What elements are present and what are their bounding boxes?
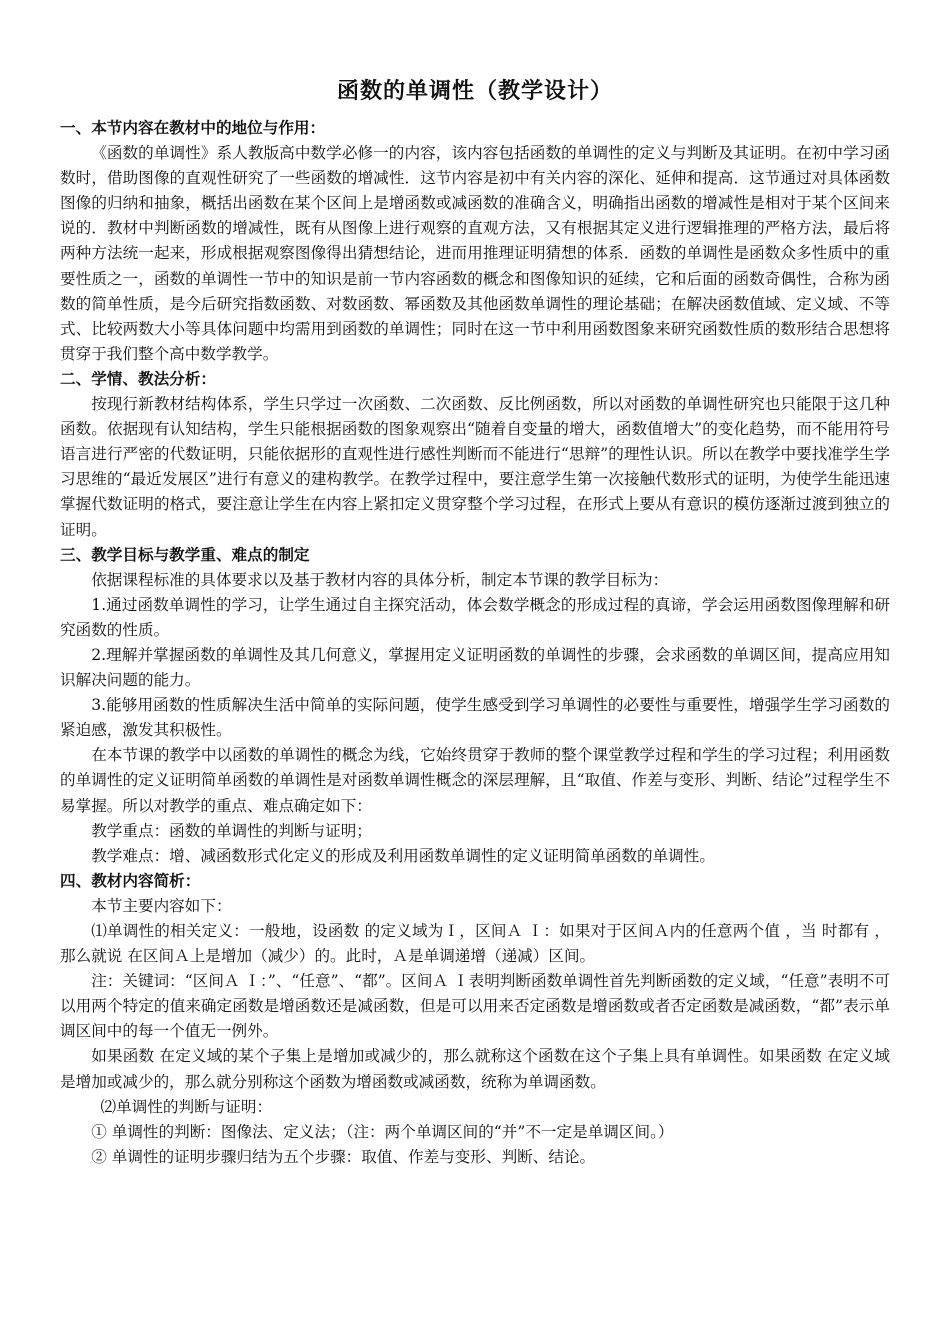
section-1-heading: 一、本节内容在教材中的地位与作用：	[60, 119, 326, 137]
monotonicity-definition: ⑴单调性的相关定义：一般地，设函数 的定义域为Ｉ，区间Ａ Ｉ：如果对于区间Ａ内的任意两个值 ，当 时都有 ，那么就说 在区间Ａ上是增加（减少）的。此时，Ａ是单调递增（递减）区间。	[60, 922, 890, 966]
judgment-proof-heading: ⑵单调性的判断与证明：	[100, 1097, 273, 1116]
monotonic-function-paragraph: 如果函数 在定义域的某个子集上是增加或减少的，那么就称这个函数在这个子集上具有单调性。如果函数 在定义域是增加或减少的，那么就分别称这个函数为增函数或减函数，统称为单调函数。	[60, 1047, 890, 1091]
section-3-intro: 依据课程标准的具体要求以及基于教材内容的具体分析，制定本节课的教学目标为：	[91, 570, 669, 589]
document-title: 函数的单调性（教学设计）	[336, 79, 613, 104]
section-2-heading: 二、学情、教法分析：	[60, 369, 216, 388]
document-body	[60, 116, 890, 1170]
section-4-heading: 四、教材内容简析：	[60, 871, 201, 890]
judgment-methods: ① 单调性的判断：图像法、定义法；（注：两个单调区间的“并”不一定是单调区间。）	[91, 1122, 674, 1141]
section-1-paragraph: 《函数的单调性》系人教版高中数学必修一的内容，该内容包括函数的单调性的定义与判断及其证明。在初中学习函数时，借助图像的直观性研究了一些函数的增减性．这节内容是初中有关内容的深化、延伸和提高．这节通过对具体函数图像的归纳和抽象，概括出函数在某个区间上是增函数或减函数的准确含义，明确指出函数的增减性是相对于某个区间来说的．教材中判断函数的增减性，既有从图像上进行观察的直观方法，又有根据其定义进行逻辑推理的严格方法，最后将两种方法统一起来，形成根据观察图像得出猜想结论，进而用推理证明猜想的体系．函数的单调性是函数众多性质中的重要性质之一，函数的单调性一节中的知识是前一节内容函数的概念和图像知识的延续，它和后面的函数奇偶性，合称为函数的简单性质，是今后研究指数函数、对数函数、幂函数及其他函数单调性的理论基础；在解决函数值域、定义域、不等式、比较两数大小等具体问题中均需用到函数的单调性；同时在这一节中利用函数图象来研究函数性质的数形结合思想将贯穿于我们整个高中数学教学。	[60, 144, 890, 363]
objective-3: 3.能够用函数的性质解决生活中简单的实际问题，使学生感受到学习单调性的必要性与重要性，增强学生学习函数的紧迫感，激发其积极性。	[60, 696, 890, 740]
section-2-paragraph: 按现行新教材结构体系，学生只学过一次函数、二次函数、反比例函数，所以对函数的单调性研究也只能限于这几种函数。依据现有认知结构，学生只能根据函数的图象观察出“随着自变量的增大，函数值增大”的变化趋势，而不能用符号语言进行严密的代数证明，只能依据形的直观性进行感性判断而不能进行“思辩”的理性认识。所以在教学中要找准学生学习思维的“最近发展区”进行有意义的建构教学。在教学过程中，要注意学生第一次接触代数形式的证明，为使学生能迅速掌握代数证明的格式，要注意让学生在内容上紧扣定义贯穿整个学习过程，在形式上要从有意识的模仿逐渐过渡到独立的证明。	[60, 395, 890, 539]
teaching-key-point: 教学重点：函数的单调性的判断与证明；	[91, 821, 372, 840]
section-3-heading: 三、教学目标与教学重、难点的制定	[60, 545, 310, 564]
section-3-paragraph: 在本节课的教学中以函数的单调性的概念为线，它始终贯穿于教师的整个课堂教学过程和学生的学习过程；利用函数的单调性的定义证明简单函数的单调性是对函数单调性概念的深层理解，且“取值、作差与变形、判断、结论”过程学生不易掌握。所以对教学的重点、难点确定如下：	[60, 746, 890, 815]
objective-2: 2.理解并掌握函数的单调性及其几何意义，掌握用定义证明函数的单调性的步骤，会求函数的单调区间，提高应用知识解决问题的能力。	[60, 645, 890, 690]
objective-1: 1.通过函数单调性的学习，让学生通过自主探究活动，体会数学概念的形成过程的真谛，学会运用函数图像理解和研究函数的性质。	[60, 595, 890, 639]
section-4-intro: 本节主要内容如下：	[91, 896, 232, 915]
definition-note: 注：关键词：“区间Ａ Ｉ：”、“任意”、“都”。区间Ａ Ｉ表明判断函数单调性首先判断函数的定义域，“任意”表明不可以用两个特定的值来确定函数是增函数还是减函数，但是可以用来否定函数是增函数或者否定函数是减函数，“都”表示单调区间中的每一个值无一例外。	[60, 972, 890, 1041]
teaching-difficulty: 教学难点：增、减函数形式化定义的形成及利用函数单调性的定义证明简单函数的单调性。	[91, 846, 715, 865]
proof-steps: ② 单调性的证明步骤归结为五个步骤：取值、作差与变形、判断、结论。	[91, 1147, 596, 1166]
